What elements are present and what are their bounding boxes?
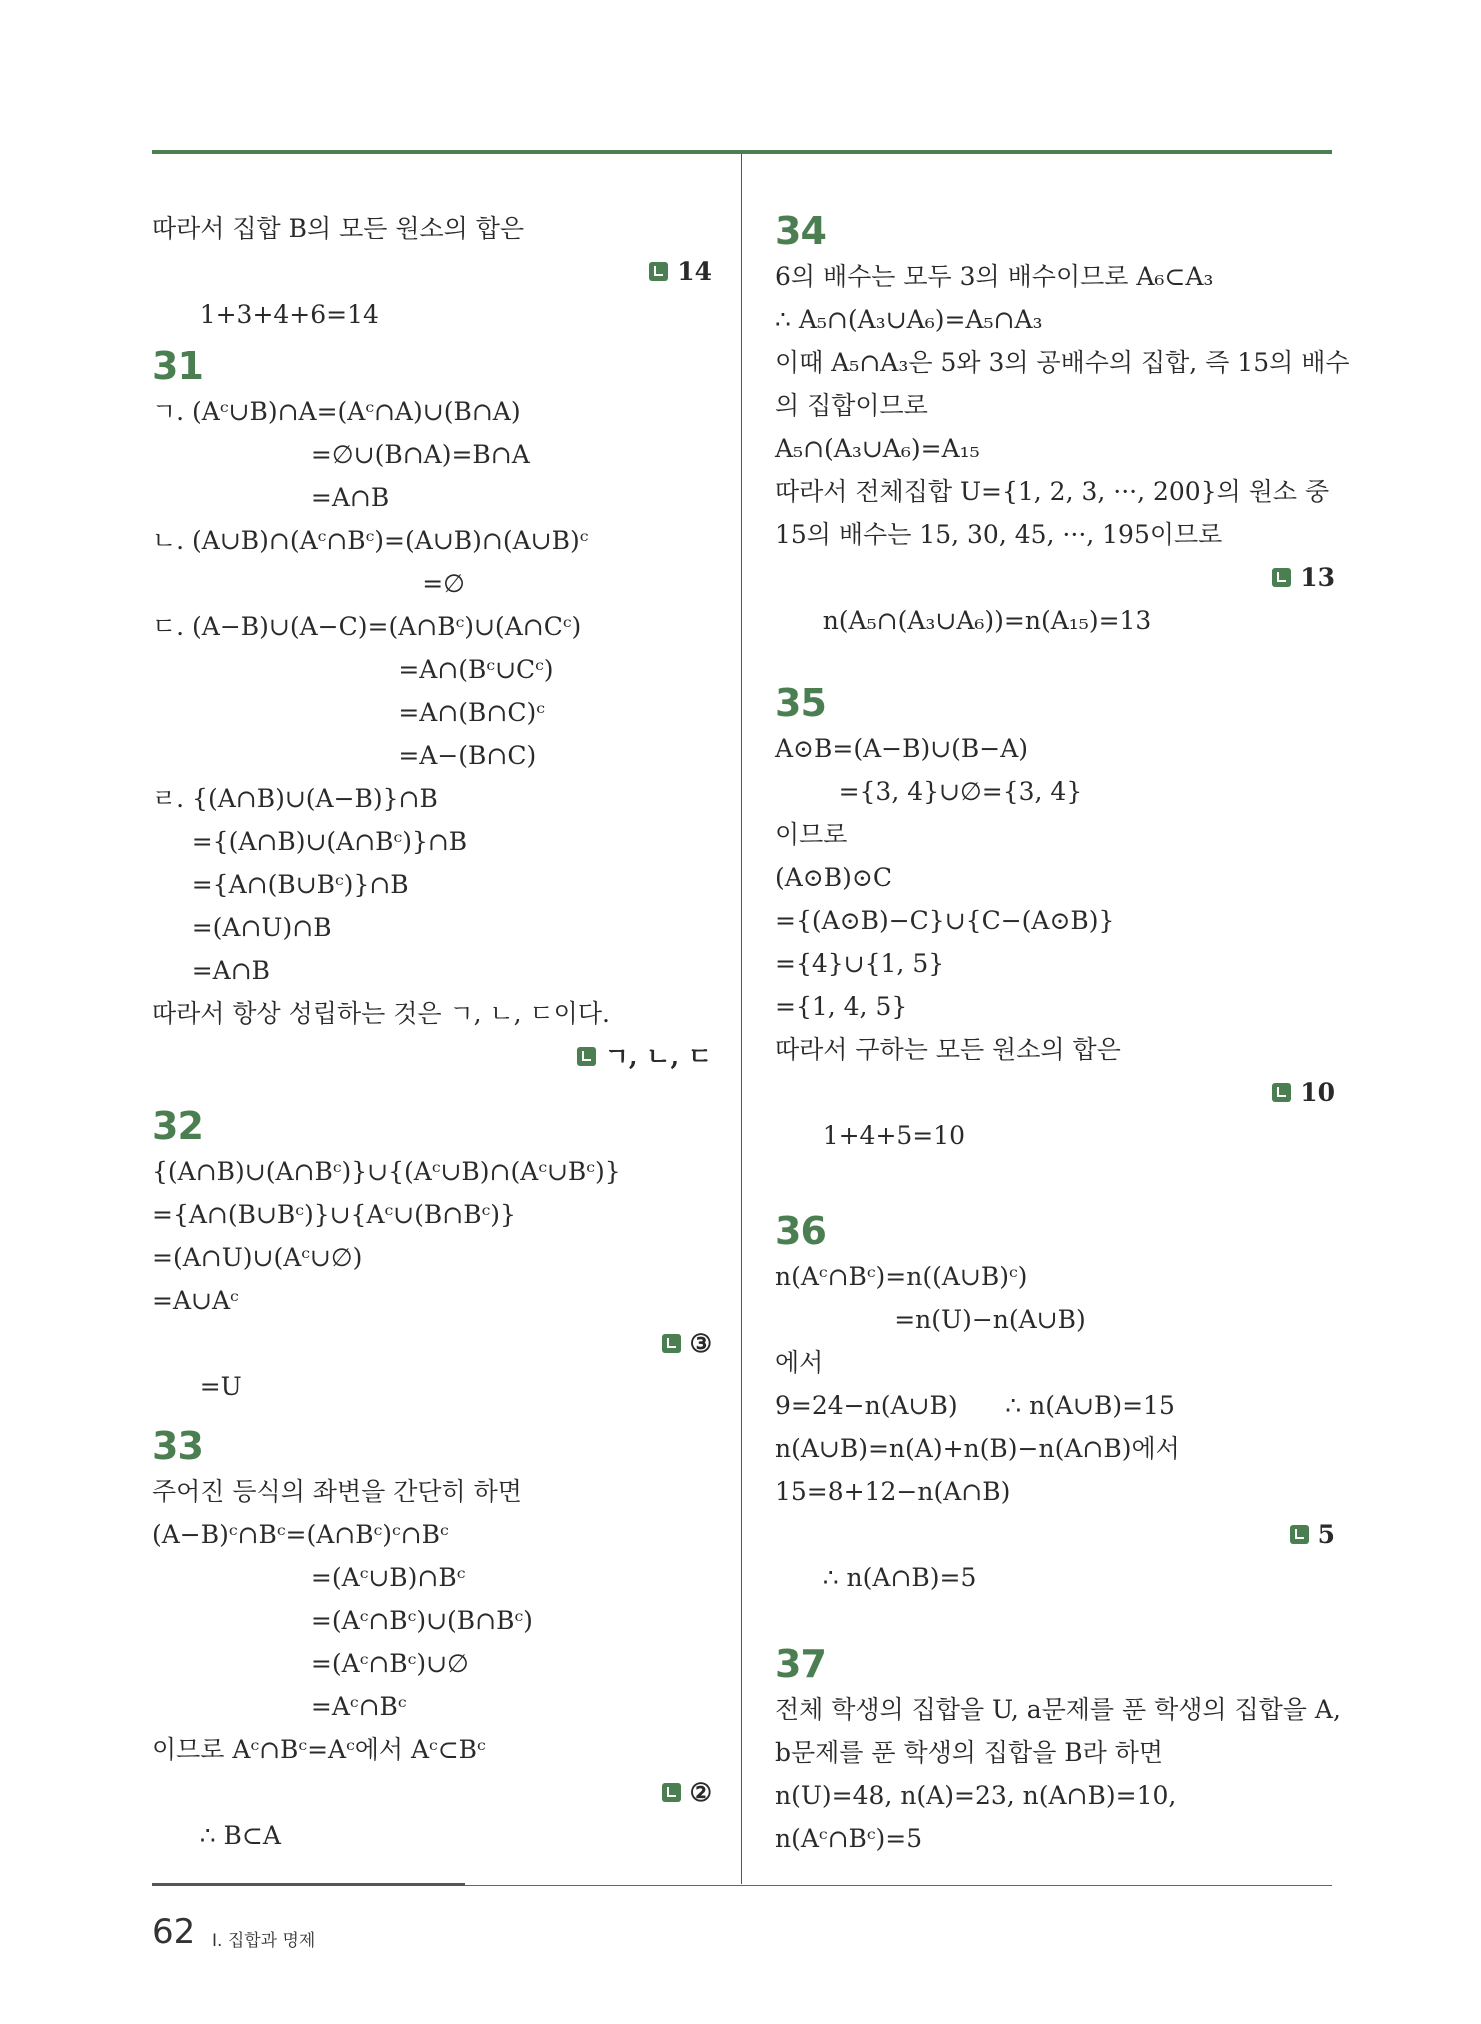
text-line: A⊙B=(A−B)∪(B−A) — [775, 734, 1029, 763]
text-line: A₅∩(A₃∪A₆)=A₁₅ — [775, 434, 980, 463]
text-line: ={(A∩B)∪(A∩Bᶜ)}∩B — [152, 827, 468, 856]
text-line: n(Aᶜ∩Bᶜ)=5 — [775, 1824, 923, 1853]
text-line: 9=24−n(A∪B) ∴ n(A∪B)=15 — [775, 1391, 1175, 1420]
text-line: ={3, 4}∪∅={3, 4} — [775, 777, 1083, 806]
answer-value: 5 — [1317, 1520, 1335, 1549]
answer-value: ㄱ, ㄴ, ㄷ — [604, 1042, 712, 1071]
answer-badge-icon — [1272, 1083, 1291, 1102]
text-line: ={(A⊙B)−C}∪{C−(A⊙B)} — [775, 906, 1115, 935]
text-line: b문제를 푼 학생의 집합을 B라 하면 — [775, 1738, 1164, 1767]
text-line: 전체 학생의 집합을 U, a문제를 푼 학생의 집합을 A, — [775, 1695, 1341, 1724]
text-line: 따라서 구하는 모든 원소의 합은 — [775, 1035, 1121, 1064]
text-line: =A∪Aᶜ — [152, 1286, 239, 1315]
answer-value: 10 — [1300, 1078, 1335, 1107]
text-line: 이므로 — [775, 820, 848, 849]
text-line: (A⊙B)⊙C — [775, 863, 892, 892]
text-line: 6의 배수는 모두 3의 배수이므로 A₆⊂A₃ — [775, 262, 1214, 291]
answer-mark — [577, 1035, 712, 1078]
text-line: 15의 배수는 15, 30, 45, ···, 195이므로 — [775, 520, 1223, 549]
chapter-title: Ⅰ. 집합과 명제 — [212, 1931, 316, 1951]
text-line: =A∩(B∩C)ᶜ — [152, 698, 545, 727]
text-line: 1+4+5=10 — [822, 1121, 966, 1150]
text-line: 15=8+12−n(A∩B) — [775, 1477, 1011, 1506]
text-line: n(A₅∩(A₃∪A₆))=n(A₁₅)=13 — [822, 606, 1152, 635]
problem-31 — [152, 342, 712, 1078]
answer-line — [775, 1513, 1335, 1592]
text-line: n(U)=48, n(A)=23, n(A∩B)=10, — [775, 1781, 1177, 1810]
text-line: =A∩(Bᶜ∪Cᶜ) — [152, 655, 554, 684]
text-line: ={4}∪{1, 5} — [775, 949, 945, 978]
answer-value: ② — [689, 1778, 712, 1807]
top-rule — [152, 150, 1332, 154]
text-line: ={A∩(B∪Bᶜ)}∪{Aᶜ∪(B∩Bᶜ)} — [152, 1200, 516, 1229]
answer-mark — [649, 250, 712, 293]
text-line: =(A∩U)∪(Aᶜ∪∅) — [152, 1243, 363, 1272]
answer-value: ③ — [689, 1329, 712, 1358]
text-line: =A−(B∩C) — [152, 741, 537, 770]
text-line: ={1, 4, 5} — [775, 992, 908, 1021]
text-line: =U — [199, 1372, 242, 1401]
text-line: ∴ A₅∩(A₃∪A₆)=A₅∩A₃ — [775, 305, 1043, 334]
answer-badge-icon — [577, 1047, 596, 1066]
problem-number: 36 — [775, 1209, 826, 1253]
answer-badge-icon — [662, 1334, 681, 1353]
text-line: =Aᶜ∩Bᶜ — [152, 1692, 407, 1721]
problem-number: 31 — [152, 344, 203, 388]
problem-number: 37 — [775, 1642, 826, 1686]
text-line: 따라서 집합 B의 모든 원소의 합은 — [152, 214, 525, 243]
answer-badge-icon — [662, 1783, 681, 1802]
text-line: {(A∩B)∪(A∩Bᶜ)}∪{(Aᶜ∪B)∩(Aᶜ∪Bᶜ)} — [152, 1157, 621, 1186]
text-line: 이므로 Aᶜ∩Bᶜ=Aᶜ에서 Aᶜ⊂Bᶜ — [152, 1735, 486, 1764]
text-line: =∅ — [152, 569, 465, 598]
answer-badge-icon — [1272, 568, 1291, 587]
text-line: =∅∪(B∩A)=B∩A — [152, 440, 530, 469]
text-line: 주어진 등식의 좌변을 간단히 하면 — [152, 1477, 522, 1506]
text-line: ∴ B⊂A — [199, 1821, 281, 1850]
problem-34 — [775, 207, 1350, 635]
problem-33 — [152, 1422, 712, 1850]
text-line: 이때 A₅∩A₃은 5와 3의 공배수의 집합, 즉 15의 배수 — [775, 348, 1350, 377]
answer-line — [152, 250, 712, 329]
column-divider — [741, 154, 742, 1884]
answer-line — [775, 1071, 1335, 1150]
problem-36 — [775, 1207, 1335, 1592]
text-line: ㄹ. {(A∩B)∪(A−B)}∩B — [152, 784, 438, 813]
answer-line — [152, 1771, 712, 1850]
text-line: 따라서 전체집합 U={1, 2, 3, ···, 200}의 원소 중 — [775, 477, 1330, 506]
answer-mark — [662, 1322, 712, 1365]
intro-block — [152, 207, 712, 329]
text-line: ∴ n(A∩B)=5 — [822, 1563, 977, 1592]
text-line: n(Aᶜ∩Bᶜ)=n((A∪B)ᶜ) — [775, 1262, 1028, 1291]
problem-35 — [775, 679, 1335, 1150]
problem-number: 33 — [152, 1424, 203, 1468]
problem-32 — [152, 1102, 712, 1401]
answer-badge-icon — [1290, 1525, 1309, 1544]
page-number: 62 — [152, 1912, 196, 1952]
problem-37 — [775, 1640, 1341, 1860]
problem-number: 34 — [775, 209, 826, 253]
answer-line — [152, 1322, 712, 1401]
text-line: =A∩B — [152, 483, 390, 512]
answer-value: 13 — [1300, 563, 1335, 592]
answer-line — [775, 556, 1335, 635]
problem-number: 35 — [775, 681, 826, 725]
answer-mark — [662, 1771, 712, 1814]
text-line: (A−B)ᶜ∩Bᶜ=(A∩Bᶜ)ᶜ∩Bᶜ — [152, 1520, 449, 1549]
text-line: =(Aᶜ∪B)∩Bᶜ — [152, 1563, 466, 1592]
text-line: ㄷ. (A−B)∪(A−C)=(A∩Bᶜ)∪(A∩Cᶜ) — [152, 612, 582, 641]
text-line: ㄱ. (Aᶜ∪B)∩A=(Aᶜ∩A)∪(B∩A) — [152, 397, 521, 426]
text-line: =n(U)−n(A∪B) — [775, 1305, 1086, 1334]
answer-line — [152, 1035, 712, 1078]
problem-number: 32 — [152, 1104, 203, 1148]
answer-badge-icon — [649, 262, 668, 281]
text-line: 따라서 항상 성립하는 것은 ㄱ, ㄴ, ㄷ이다. — [152, 999, 610, 1028]
text-line: 1+3+4+6=14 — [199, 300, 379, 329]
answer-mark — [1290, 1513, 1335, 1556]
answer-value: 14 — [677, 257, 712, 286]
text-line: 의 집합이므로 — [775, 391, 928, 420]
answer-mark — [1272, 556, 1335, 599]
text-line: n(A∪B)=n(A)+n(B)−n(A∩B)에서 — [775, 1434, 1180, 1463]
text-line: ㄴ. (A∪B)∩(Aᶜ∩Bᶜ)=(A∪B)∩(A∪B)ᶜ — [152, 526, 589, 555]
text-line: =(Aᶜ∩Bᶜ)∪(B∩Bᶜ) — [152, 1606, 533, 1635]
text-line: ={A∩(B∪Bᶜ)}∩B — [152, 870, 409, 899]
text-line: =(A∩U)∩B — [152, 913, 332, 942]
answer-mark — [1272, 1071, 1335, 1114]
text-line: =(Aᶜ∩Bᶜ)∪∅ — [152, 1649, 469, 1678]
text-line: =A∩B — [152, 956, 271, 985]
text-line: 에서 — [775, 1348, 824, 1377]
bottom-rule-accent — [152, 1883, 465, 1886]
